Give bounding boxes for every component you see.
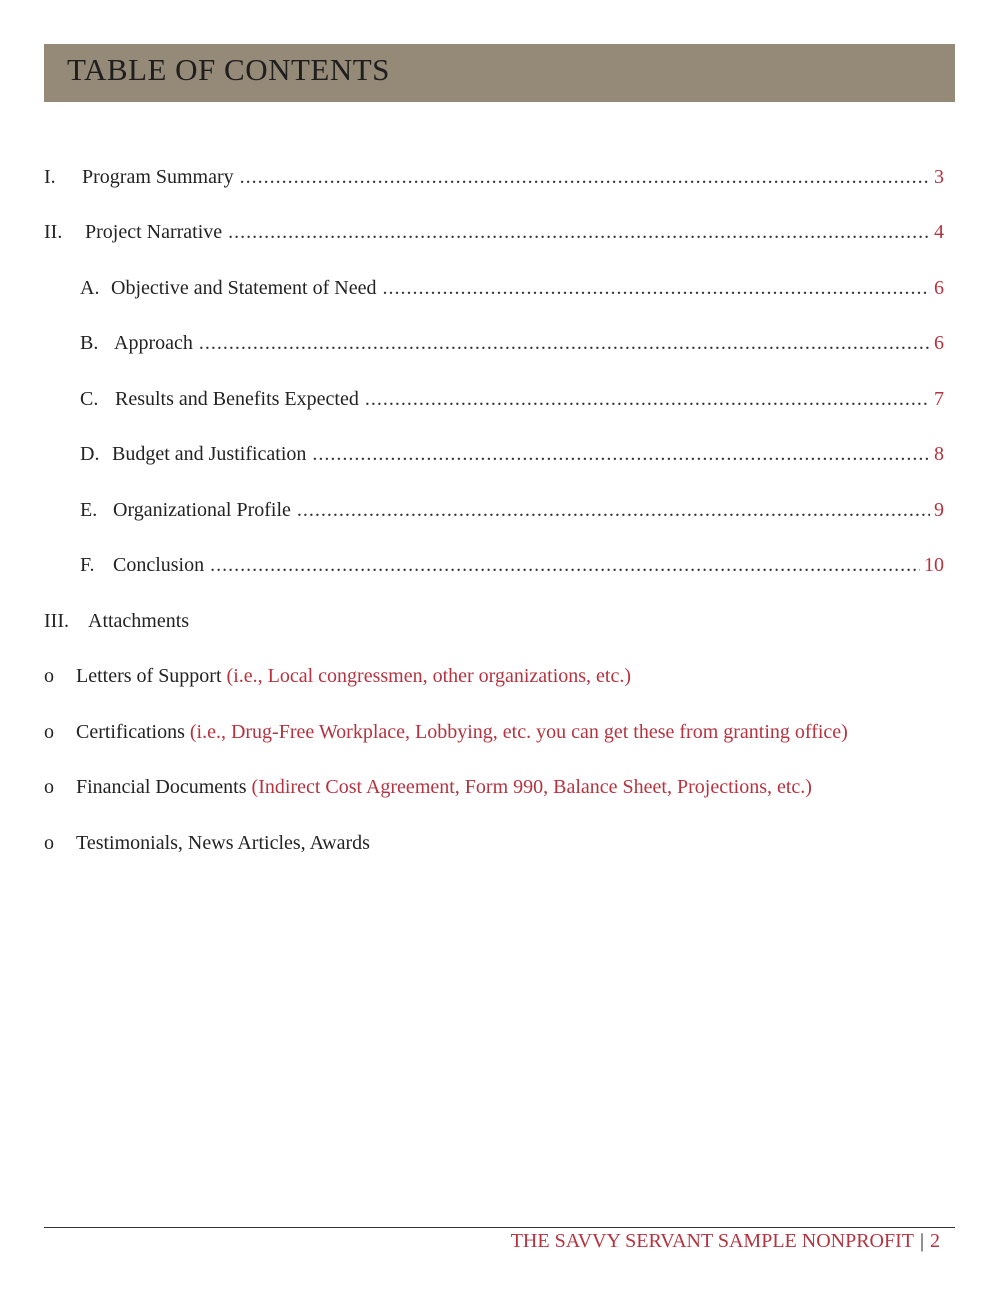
footer-org-name: THE SAVVY SERVANT SAMPLE NONPROFIT: [510, 1230, 914, 1252]
toc-entry-results[interactable]: [80, 386, 944, 412]
toc-entry-conclusion[interactable]: [80, 552, 944, 578]
toc-numeral: II.: [44, 221, 63, 243]
bullet-icon: o: [44, 721, 54, 743]
toc-letter: A.: [80, 277, 100, 299]
header-band: [44, 44, 955, 102]
toc-title: Organizational Profile: [113, 499, 291, 521]
toc-entry-project-narrative[interactable]: [44, 219, 944, 245]
toc-entry-organizational-profile[interactable]: [80, 497, 944, 523]
toc-letter: D.: [80, 443, 100, 465]
bullet-icon: o: [44, 665, 54, 687]
toc-entry-approach[interactable]: [80, 330, 944, 356]
toc-entry-program-summary[interactable]: [44, 164, 944, 190]
toc-leader-dots: [382, 275, 930, 301]
toc-page-number: 6: [934, 277, 944, 299]
footer-page-number: 2: [930, 1230, 940, 1252]
toc-title: Objective and Statement of Need: [111, 277, 377, 299]
toc-page-number: 10: [924, 554, 944, 576]
toc-page-number: 3: [934, 166, 944, 188]
toc-letter: F.: [80, 554, 95, 576]
toc-title: Project Narrative: [85, 221, 223, 243]
toc-title: Conclusion: [113, 554, 205, 576]
toc-page-number: 9: [934, 499, 944, 521]
toc-title: Program Summary: [82, 166, 234, 188]
toc-leader-dots: [240, 164, 930, 190]
toc-title: Budget and Justification: [112, 443, 307, 465]
toc-page-number: 6: [934, 332, 944, 354]
toc-leader-dots: [199, 330, 930, 356]
attachment-label: Financial Documents: [76, 776, 247, 798]
attachment-item-testimonials: [44, 830, 370, 856]
toc-page-number: 8: [934, 443, 944, 465]
attachment-label: Letters of Support: [76, 665, 222, 687]
toc-leader-dots: [228, 219, 930, 245]
toc-title: Results and Benefits Expected: [115, 388, 359, 410]
toc-letter: B.: [80, 332, 99, 354]
toc-letter: E.: [80, 499, 98, 521]
page-title: TABLE OF CONTENTS: [67, 52, 390, 87]
toc-leader-dots: [312, 441, 930, 467]
toc-page-number: 4: [934, 221, 944, 243]
attachment-label: Testimonials, News Articles, Awards: [76, 832, 370, 854]
footer-divider: [44, 1227, 955, 1228]
toc-title: Attachments: [88, 610, 190, 632]
bullet-icon: o: [44, 832, 54, 854]
toc-entry-objective[interactable]: [80, 275, 944, 301]
toc-title: Approach: [114, 332, 193, 354]
attachment-label: Certifications: [76, 721, 185, 743]
toc-numeral: III.: [44, 610, 69, 632]
toc-leader-dots: [365, 386, 930, 412]
toc-numeral: I.: [44, 166, 56, 188]
attachment-item-financial-documents: [44, 774, 812, 800]
toc-entry-budget[interactable]: [80, 441, 944, 467]
toc-page-number: 7: [934, 388, 944, 410]
attachment-item-letters-of-support: [44, 663, 631, 689]
footer: [511, 1229, 940, 1253]
bullet-icon: o: [44, 776, 54, 798]
toc-entry-attachments[interactable]: [44, 608, 189, 634]
attachment-note: (i.e., Drug-Free Workplace, Lobbying, etc. you can get these from granting office): [189, 721, 848, 743]
footer-separator: |: [919, 1230, 924, 1252]
attachment-item-certifications: [44, 719, 848, 745]
attachment-note: (Indirect Cost Agreement, Form 990, Balance Sheet, Projections, etc.): [251, 776, 812, 798]
toc-letter: C.: [80, 388, 99, 410]
toc-leader-dots: [297, 497, 930, 523]
attachment-note: (i.e., Local congressmen, other organizations, etc.): [226, 665, 632, 687]
toc-leader-dots: [210, 552, 920, 578]
